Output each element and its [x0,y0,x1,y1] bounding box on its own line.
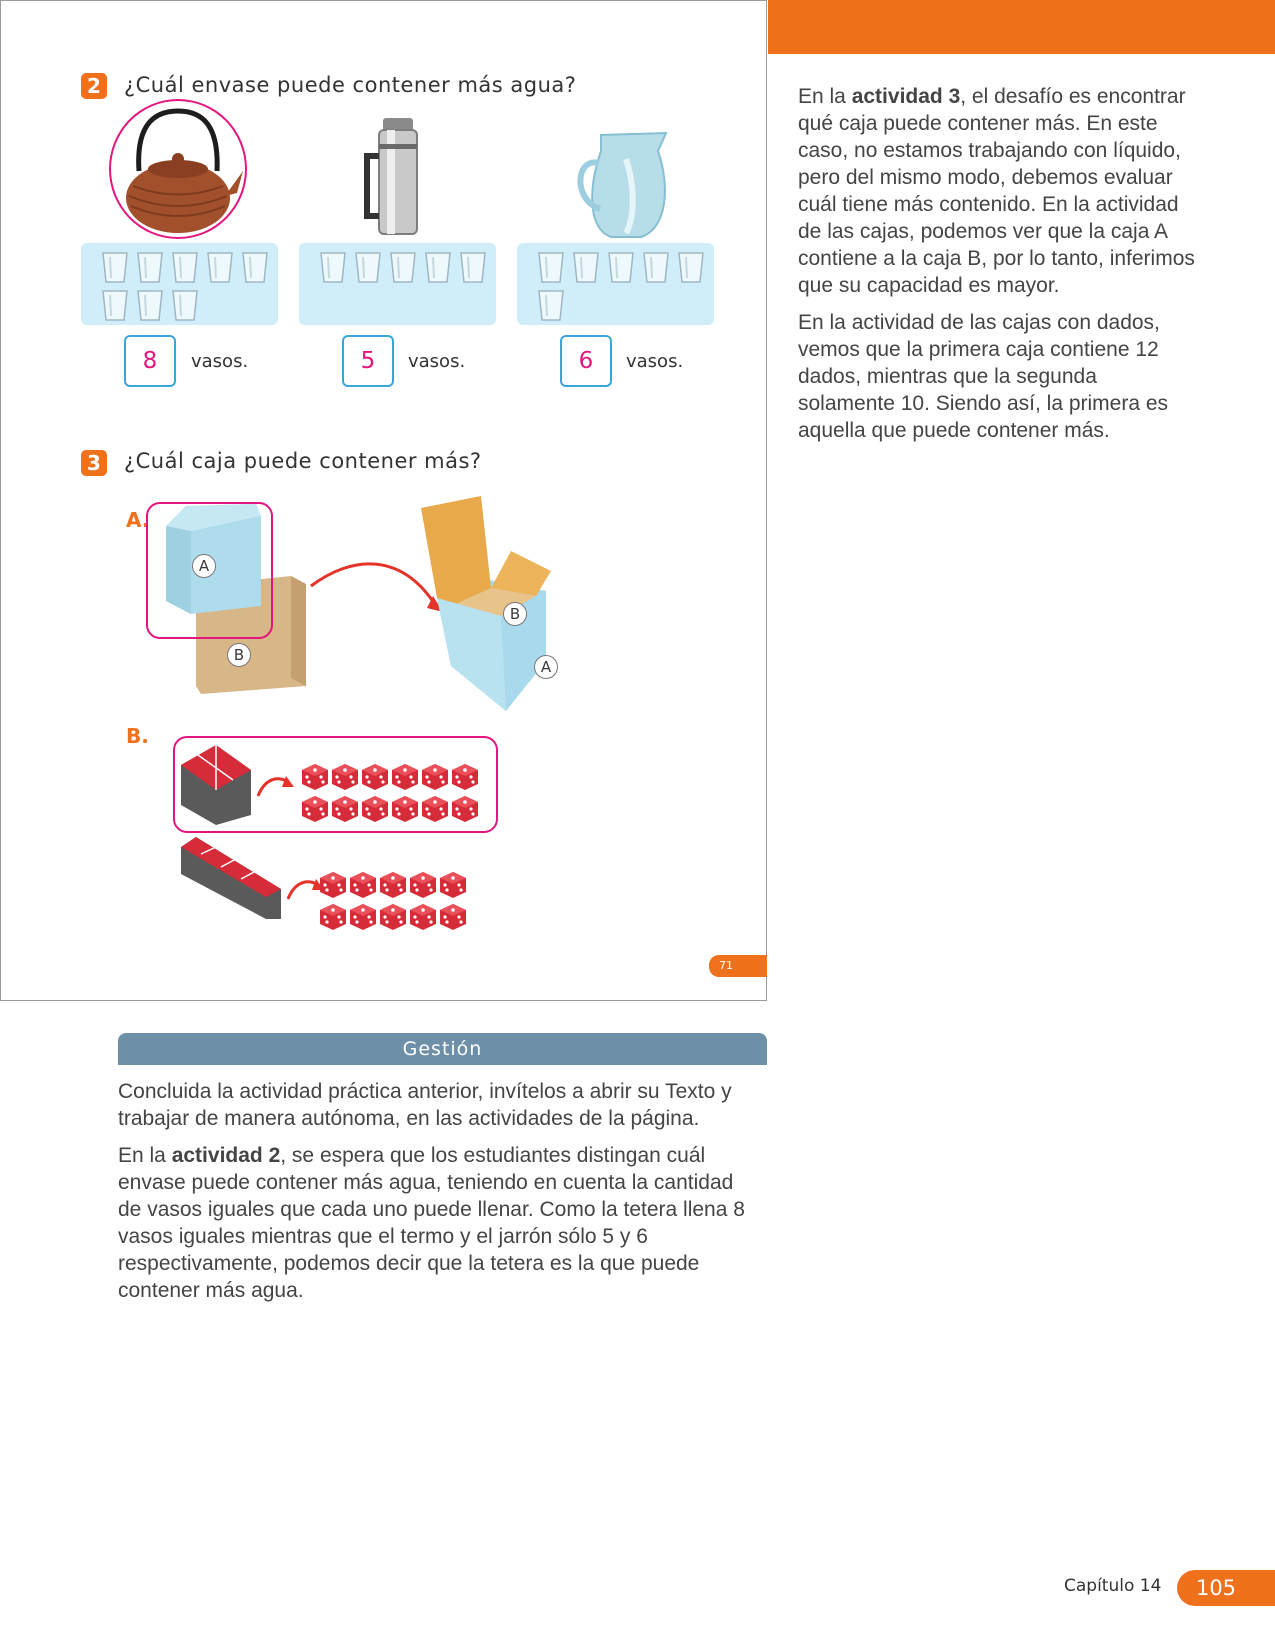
glass-icon [319,251,347,284]
glass-icon [101,289,129,322]
die-icon [331,795,359,823]
dice-box-2 [181,829,286,919]
jug-illustration [566,129,676,241]
textbook-page-number: 71 [709,955,767,977]
glass-icon [136,251,164,284]
die-icon [439,871,467,899]
question-3-text: ¿Cuál caja puede contener más? [124,449,482,473]
glass-icon [677,251,705,284]
unit-label-jug: vasos. [626,351,684,372]
glass-icon [537,289,565,322]
die-icon [349,871,377,899]
glass-icon [354,251,382,284]
gestion-paragraph-2 [118,1142,758,1304]
answer-box-thermos[interactable]: 5 [342,335,394,387]
question-3-number: 3 [81,450,107,476]
die-icon [331,763,359,791]
die-icon [451,795,479,823]
text-run: En la [118,1144,172,1167]
die-icon [379,903,407,931]
glass-icon [136,289,164,322]
die-icon [319,903,347,931]
text-run: En la [798,85,852,108]
chapter-label: Capítulo 14 [1064,1576,1162,1596]
die-icon [421,795,449,823]
page-number: 105 [1177,1570,1275,1606]
bold-term: actividad 2 [171,1144,281,1167]
die-icon [409,903,437,931]
die-icon [409,871,437,899]
header-accent-bar [768,0,1275,54]
unit-label-thermos: vasos. [408,351,466,372]
die-icon [439,903,467,931]
die-icon [391,763,419,791]
inner-box-b-label: B [503,602,527,626]
answer-circle-teapot [109,99,247,239]
die-icon [379,871,407,899]
glass-icon [537,251,565,284]
glass-icon [459,251,487,284]
die-icon [421,763,449,791]
die-icon [319,871,347,899]
die-icon [349,903,377,931]
die-icon [391,795,419,823]
outer-box-a-label: A [534,655,558,679]
glass-icon [607,251,635,284]
die-icon [301,795,329,823]
gestion-section-body [118,1078,758,1314]
glass-icon [206,251,234,284]
die-icon [451,763,479,791]
question-2-text: ¿Cuál envase puede contener más agua? [124,73,577,97]
glass-icon [572,251,600,284]
glass-icon [424,251,452,284]
box-a-label: A [192,554,216,578]
gestion-paragraph-1: Concluida la actividad práctica anterior, invítelos a abrir su Texto y trabajar de manera autónoma, en las actividades de la página. [118,1080,732,1130]
notes-paragraph-2: En la actividad de las cajas con dados, vemos que la primera caja contiene 12 dados, mientras que la segunda solamente 10. Siendo así, la primera es aquella que puede contener más. [798,311,1169,442]
die-icon [301,763,329,791]
answer-box-teapot[interactable]: 8 [124,335,176,387]
glass-icon [389,251,417,284]
glass-icon [642,251,670,284]
text-run: , se espera que los estudiantes distingan cuál envase puede contener más agua, teniendo en cuenta la cantidad de vasos iguales que cada uno puede llenar. Como la tetera llena 8 vasos iguales mientras que el termo y el jarrón sólo 5 y 6 respectivamente, podemos decir que la tetera es la que puede contener más agua. [118,1144,745,1302]
question-2-number: 2 [81,73,107,99]
item-a-label: A. [126,508,150,532]
glass-icon [101,251,129,284]
gestion-section-header: Gestión [118,1033,767,1065]
notes-paragraph-1 [798,83,1198,299]
teacher-notes-right [798,83,1198,454]
answer-box-jug[interactable]: 6 [560,335,612,387]
die-icon [361,795,389,823]
thermos-illustration [361,116,431,241]
item-b-label: B. [126,724,149,748]
die-icon [361,763,389,791]
bold-term: actividad 3 [851,85,961,108]
student-textbook-page [0,0,767,1001]
box-b-label: B [227,643,251,667]
unit-label-teapot: vasos. [191,351,249,372]
glass-icon [171,289,199,322]
text-run: , el desafío es encontrar qué caja puede contener más. En este caso, no estamos trabajando con líquido, pero del mismo modo, debemos evaluar cuál tiene más contenido. En la actividad de las cajas, podemos ver que la caja A contiene a la caja B, por lo tanto, inferimos que su capacidad es mayor. [798,85,1195,297]
glass-icon [241,251,269,284]
glass-icon [171,251,199,284]
